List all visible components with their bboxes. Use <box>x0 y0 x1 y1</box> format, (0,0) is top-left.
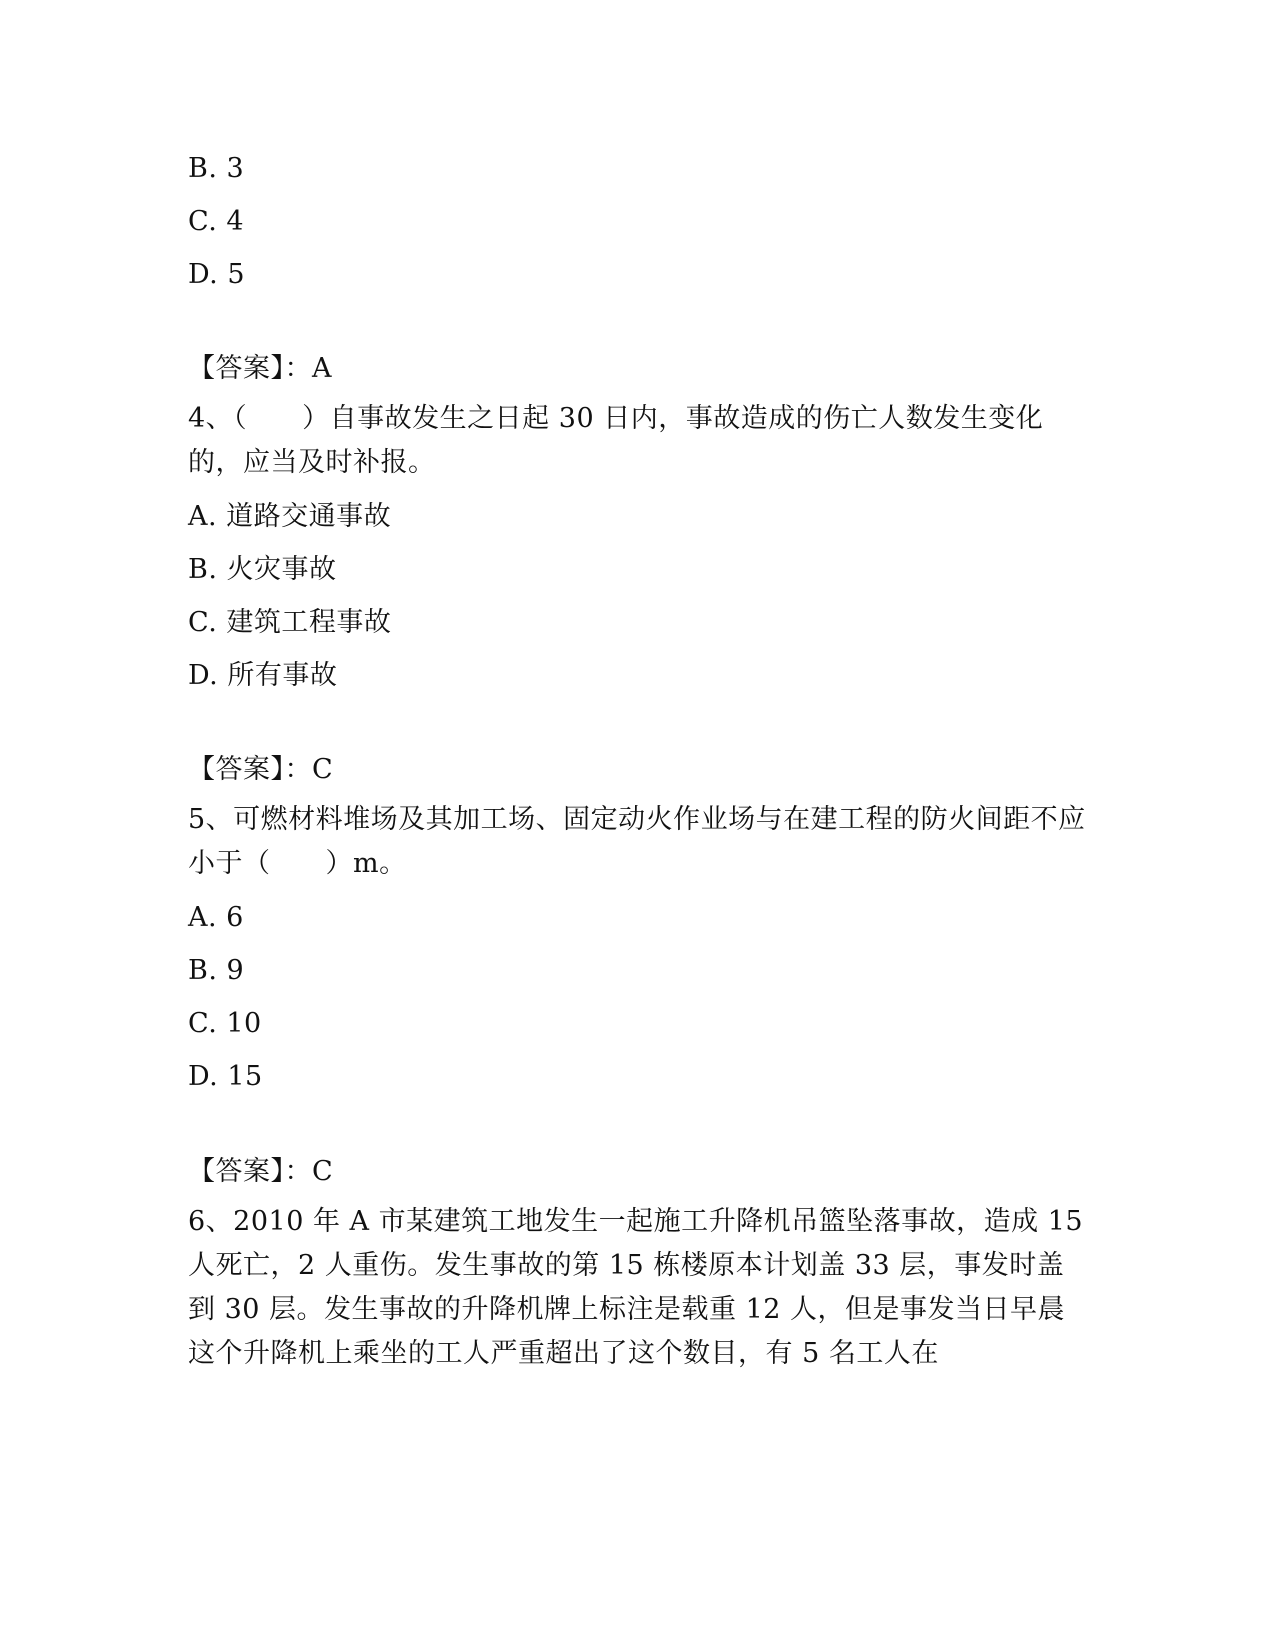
q4-answer: 【答案】：C <box>188 754 334 785</box>
q3-option-b: B. 3 <box>188 153 245 184</box>
q5-answer: 【答案】：C <box>188 1156 334 1187</box>
q4-option-c: C. 建筑工程事故 <box>188 607 392 638</box>
q3-answer: 【答案】：A <box>188 353 332 384</box>
q3-option-d: D. 5 <box>188 259 246 290</box>
q5-option-a: A. 6 <box>188 902 244 933</box>
q5-option-d: D. 15 <box>188 1061 263 1092</box>
q4-option-a: A. 道路交通事故 <box>188 501 392 532</box>
q5-stem: 5、可燃材料堆场及其加工场、固定动火作业场与在建工程的防火间距不应小于（ ）m。 <box>188 804 1086 879</box>
q5-option-c: C. 10 <box>188 1008 262 1039</box>
q5-option-b: B. 9 <box>188 955 245 986</box>
q4-stem: 4、（ ）自事故发生之日起 30 日内，事故造成的伤亡人数发生变化的，应当及时补报。 <box>188 403 1044 478</box>
q4-option-b: B. 火灾事故 <box>188 554 337 585</box>
q6-stem: 6、2010 年 A 市某建筑工地发生一起施工升降机吊篮坠落事故，造成 15 人死亡，2 人重伤。发生事故的第 15 栋楼原本计划盖 33 层，事发时盖到 30 层。发生事故的升降机牌上标注是载重 12 人，但是事发当日早晨这个升降机上乘坐的工人严重超出了这个数目，有 5 名工人在 <box>188 1206 1084 1369</box>
q4-option-d: D. 所有事故 <box>188 660 338 691</box>
q3-option-c: C. 4 <box>188 206 245 237</box>
